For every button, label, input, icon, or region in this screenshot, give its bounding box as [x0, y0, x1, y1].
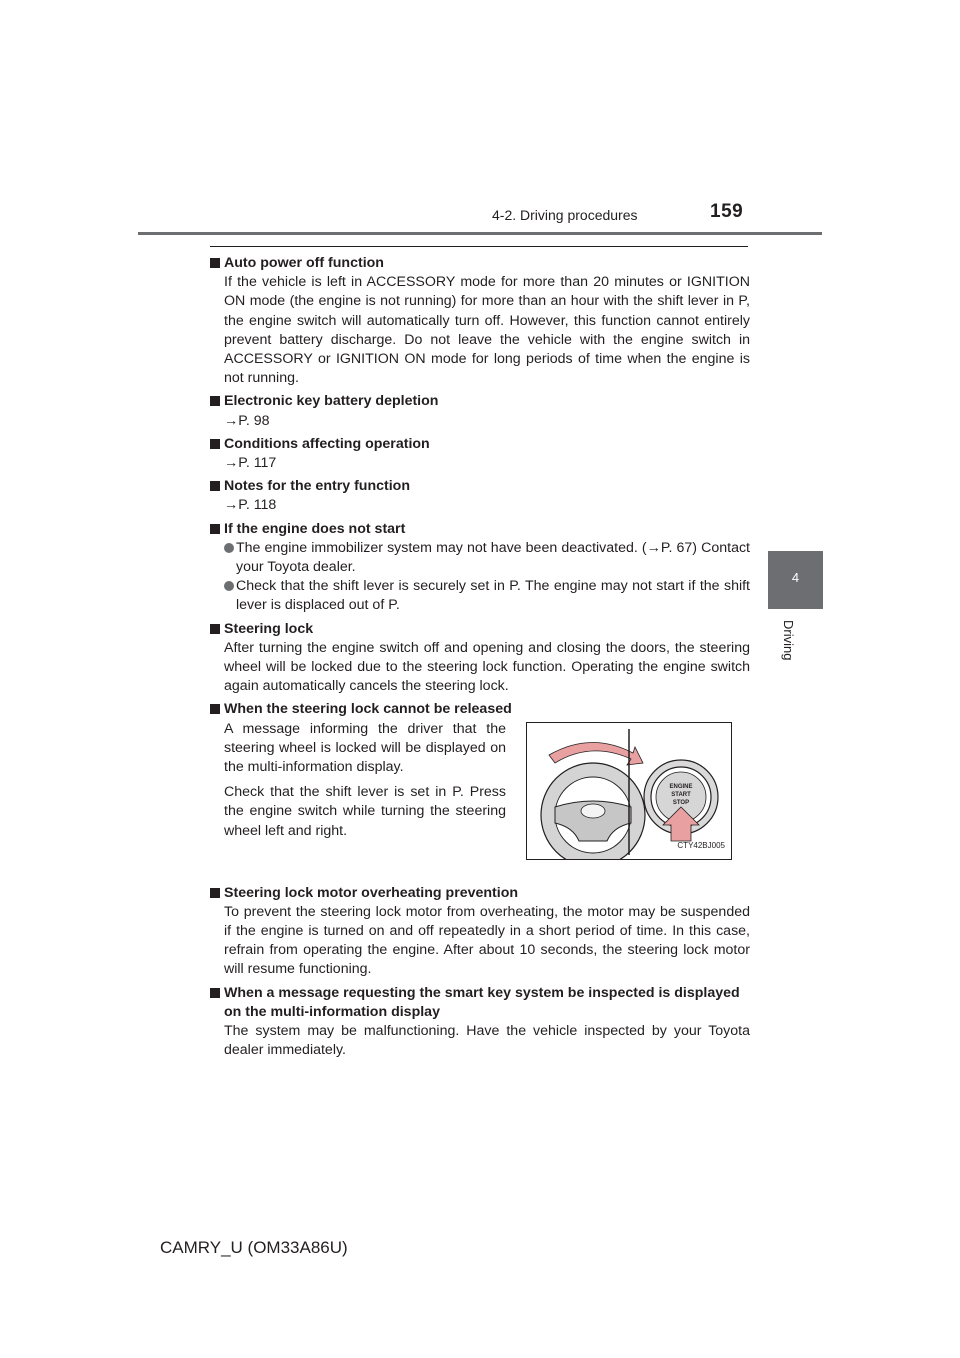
- section-body: The system may be malfunctioning. Have the vehicle inspected by your Toyota dealer immediately.: [224, 1023, 750, 1059]
- section-heading: Electronic key battery depletion: [210, 392, 750, 411]
- button-label: ENGINE: [669, 783, 693, 790]
- text-figure-row: [210, 720, 750, 880]
- section-steering-lock: [210, 620, 750, 697]
- page-reference-link[interactable]: →P. 98: [224, 412, 270, 429]
- section-heading: Auto power off function: [210, 254, 750, 273]
- section-heading: Steering lock: [210, 620, 750, 639]
- bullet-item: Check that the shift lever is securely set in P. The engine may not start if the shift lever is displaced out of P.: [210, 577, 750, 615]
- section-overheating: [210, 884, 750, 980]
- section-smart-key-message: [210, 984, 750, 1061]
- main-content: [210, 254, 750, 1065]
- section-rule: [210, 246, 748, 247]
- section-body: After turning the engine switch off and opening and closing the doors, the steering wheel will be locked due to the steering lock function. Operating the engine switch again automatically cancels the steering lock.: [224, 639, 750, 695]
- section-conditions: [210, 435, 750, 473]
- chapter-tab-label: Driving: [781, 620, 796, 661]
- section-heading: When a message requesting the smart key system be inspected is displayed on the multi-information display: [210, 984, 750, 1022]
- section-body: If the vehicle is left in ACCESSORY mode for more than 20 minutes or IGNITION ON mode (the engine is not running) for more than an hour with the shift lever in P, the engine switch will automatically turn off. However, this function cannot entirely prevent battery discharge. Do not leave the vehicle with the engine switch in ACCESSORY or IGNITION ON mode for long periods of time when the engine is not running.: [224, 274, 750, 387]
- page-reference-link[interactable]: →P. 118: [224, 497, 277, 514]
- section-lock-not-released: [210, 700, 750, 879]
- section-heading: Conditions affecting operation: [210, 435, 750, 454]
- header-section-title: 4-2. Driving procedures: [492, 207, 638, 223]
- footer-model-code: CAMRY_U (OM33A86U): [160, 1238, 348, 1257]
- chapter-tab-number: 4: [791, 570, 800, 585]
- section-body: To prevent the steering lock motor from overheating, the motor may be suspended if the engine is turned on and off repeatedly in a short period of time. In this case, refrain from operating the engine. After about 10 seconds, the steering lock motor will resume functioning.: [224, 903, 750, 978]
- paragraph: Check that the shift lever is set in P. Press the engine switch while turning the steering wheel left and right.: [224, 784, 506, 839]
- section-heading: If the engine does not start: [210, 520, 750, 539]
- button-label: STOP: [672, 799, 690, 806]
- section-key-battery: [210, 392, 750, 430]
- section-heading: Notes for the entry function: [210, 477, 750, 496]
- section-heading: Steering lock motor overheating prevention: [210, 884, 750, 903]
- header-rule: [138, 232, 822, 235]
- section-auto-power-off: [210, 254, 750, 388]
- section-heading: When the steering lock cannot be released: [210, 700, 750, 719]
- button-label: START: [671, 791, 691, 798]
- figure-side-text: [224, 720, 506, 847]
- bullet-item: The engine immobilizer system may not have been deactivated. (→P. 67) Contact your Toyota dealer.: [210, 539, 750, 577]
- figure-code: CTY42BJ005: [677, 841, 725, 851]
- section-no-start: [210, 520, 750, 616]
- steering-lock-illustration: [526, 722, 732, 860]
- page-number: 159: [710, 201, 744, 222]
- page-reference-link[interactable]: →P. 117: [224, 455, 277, 472]
- section-entry-notes: [210, 477, 750, 515]
- paragraph: A message informing the driver that the steering wheel is locked will be displayed on the multi-information display.: [224, 720, 506, 776]
